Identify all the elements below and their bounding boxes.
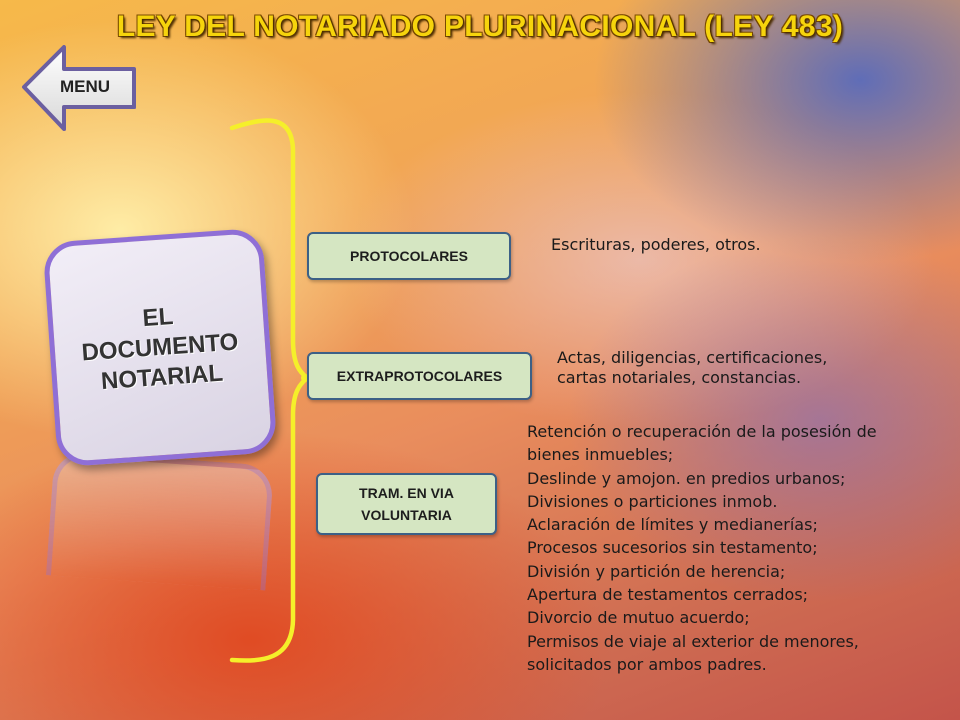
description-extraprotocolares-line2: cartas notariales, constancias. — [557, 368, 802, 387]
list-item: Aclaración de límites y medianerías; — [527, 515, 818, 535]
list-item: Divisiones o particiones inmob. — [527, 491, 778, 511]
list-item: Apertura de testamentos cerrados; — [527, 585, 809, 605]
main-node-line2: NOTARIAL — [100, 359, 224, 395]
menu-label: MENU — [60, 77, 111, 96]
list-item: Procesos sucesorios sin testamento; — [527, 538, 818, 558]
description-extraprotocolares — [557, 348, 827, 388]
description-protocolares: Escrituras, poderes, otros. — [551, 235, 761, 254]
list-item: solicitados por ambos padres. — [527, 654, 767, 674]
list-item: Retención o recuperación de la posesión de — [527, 422, 877, 441]
slide-title: LEY DEL NOTARIADO PLURINACIONAL (LEY 483) — [116, 10, 844, 43]
category-tramite-line1: TRAM. EN VIA — [359, 484, 454, 501]
list-item: Deslinde y amojon. en predios urbanos; — [527, 468, 846, 488]
category-tramite-line2: VOLUNTARIA — [361, 507, 452, 523]
main-node-line1: EL DOCUMENTO — [80, 302, 240, 366]
list-item: Divorcio de mutuo acuerdo; — [527, 608, 750, 628]
category-extraprotocolares: EXTRAPROTOCOLARES — [307, 352, 532, 400]
description-extraprotocolares-line1: Actas, diligencias, certificaciones, — [557, 348, 828, 367]
description-voluntaria-list — [527, 420, 877, 676]
category-tramite-voluntaria — [316, 473, 497, 535]
category-protocolares: PROTOCOLARES — [307, 232, 511, 280]
list-item: Permisos de viaje al exterior de menores, — [527, 631, 859, 651]
list-item: bienes inmuebles; — [527, 445, 674, 465]
list-item: División y partición de herencia; — [527, 561, 786, 581]
